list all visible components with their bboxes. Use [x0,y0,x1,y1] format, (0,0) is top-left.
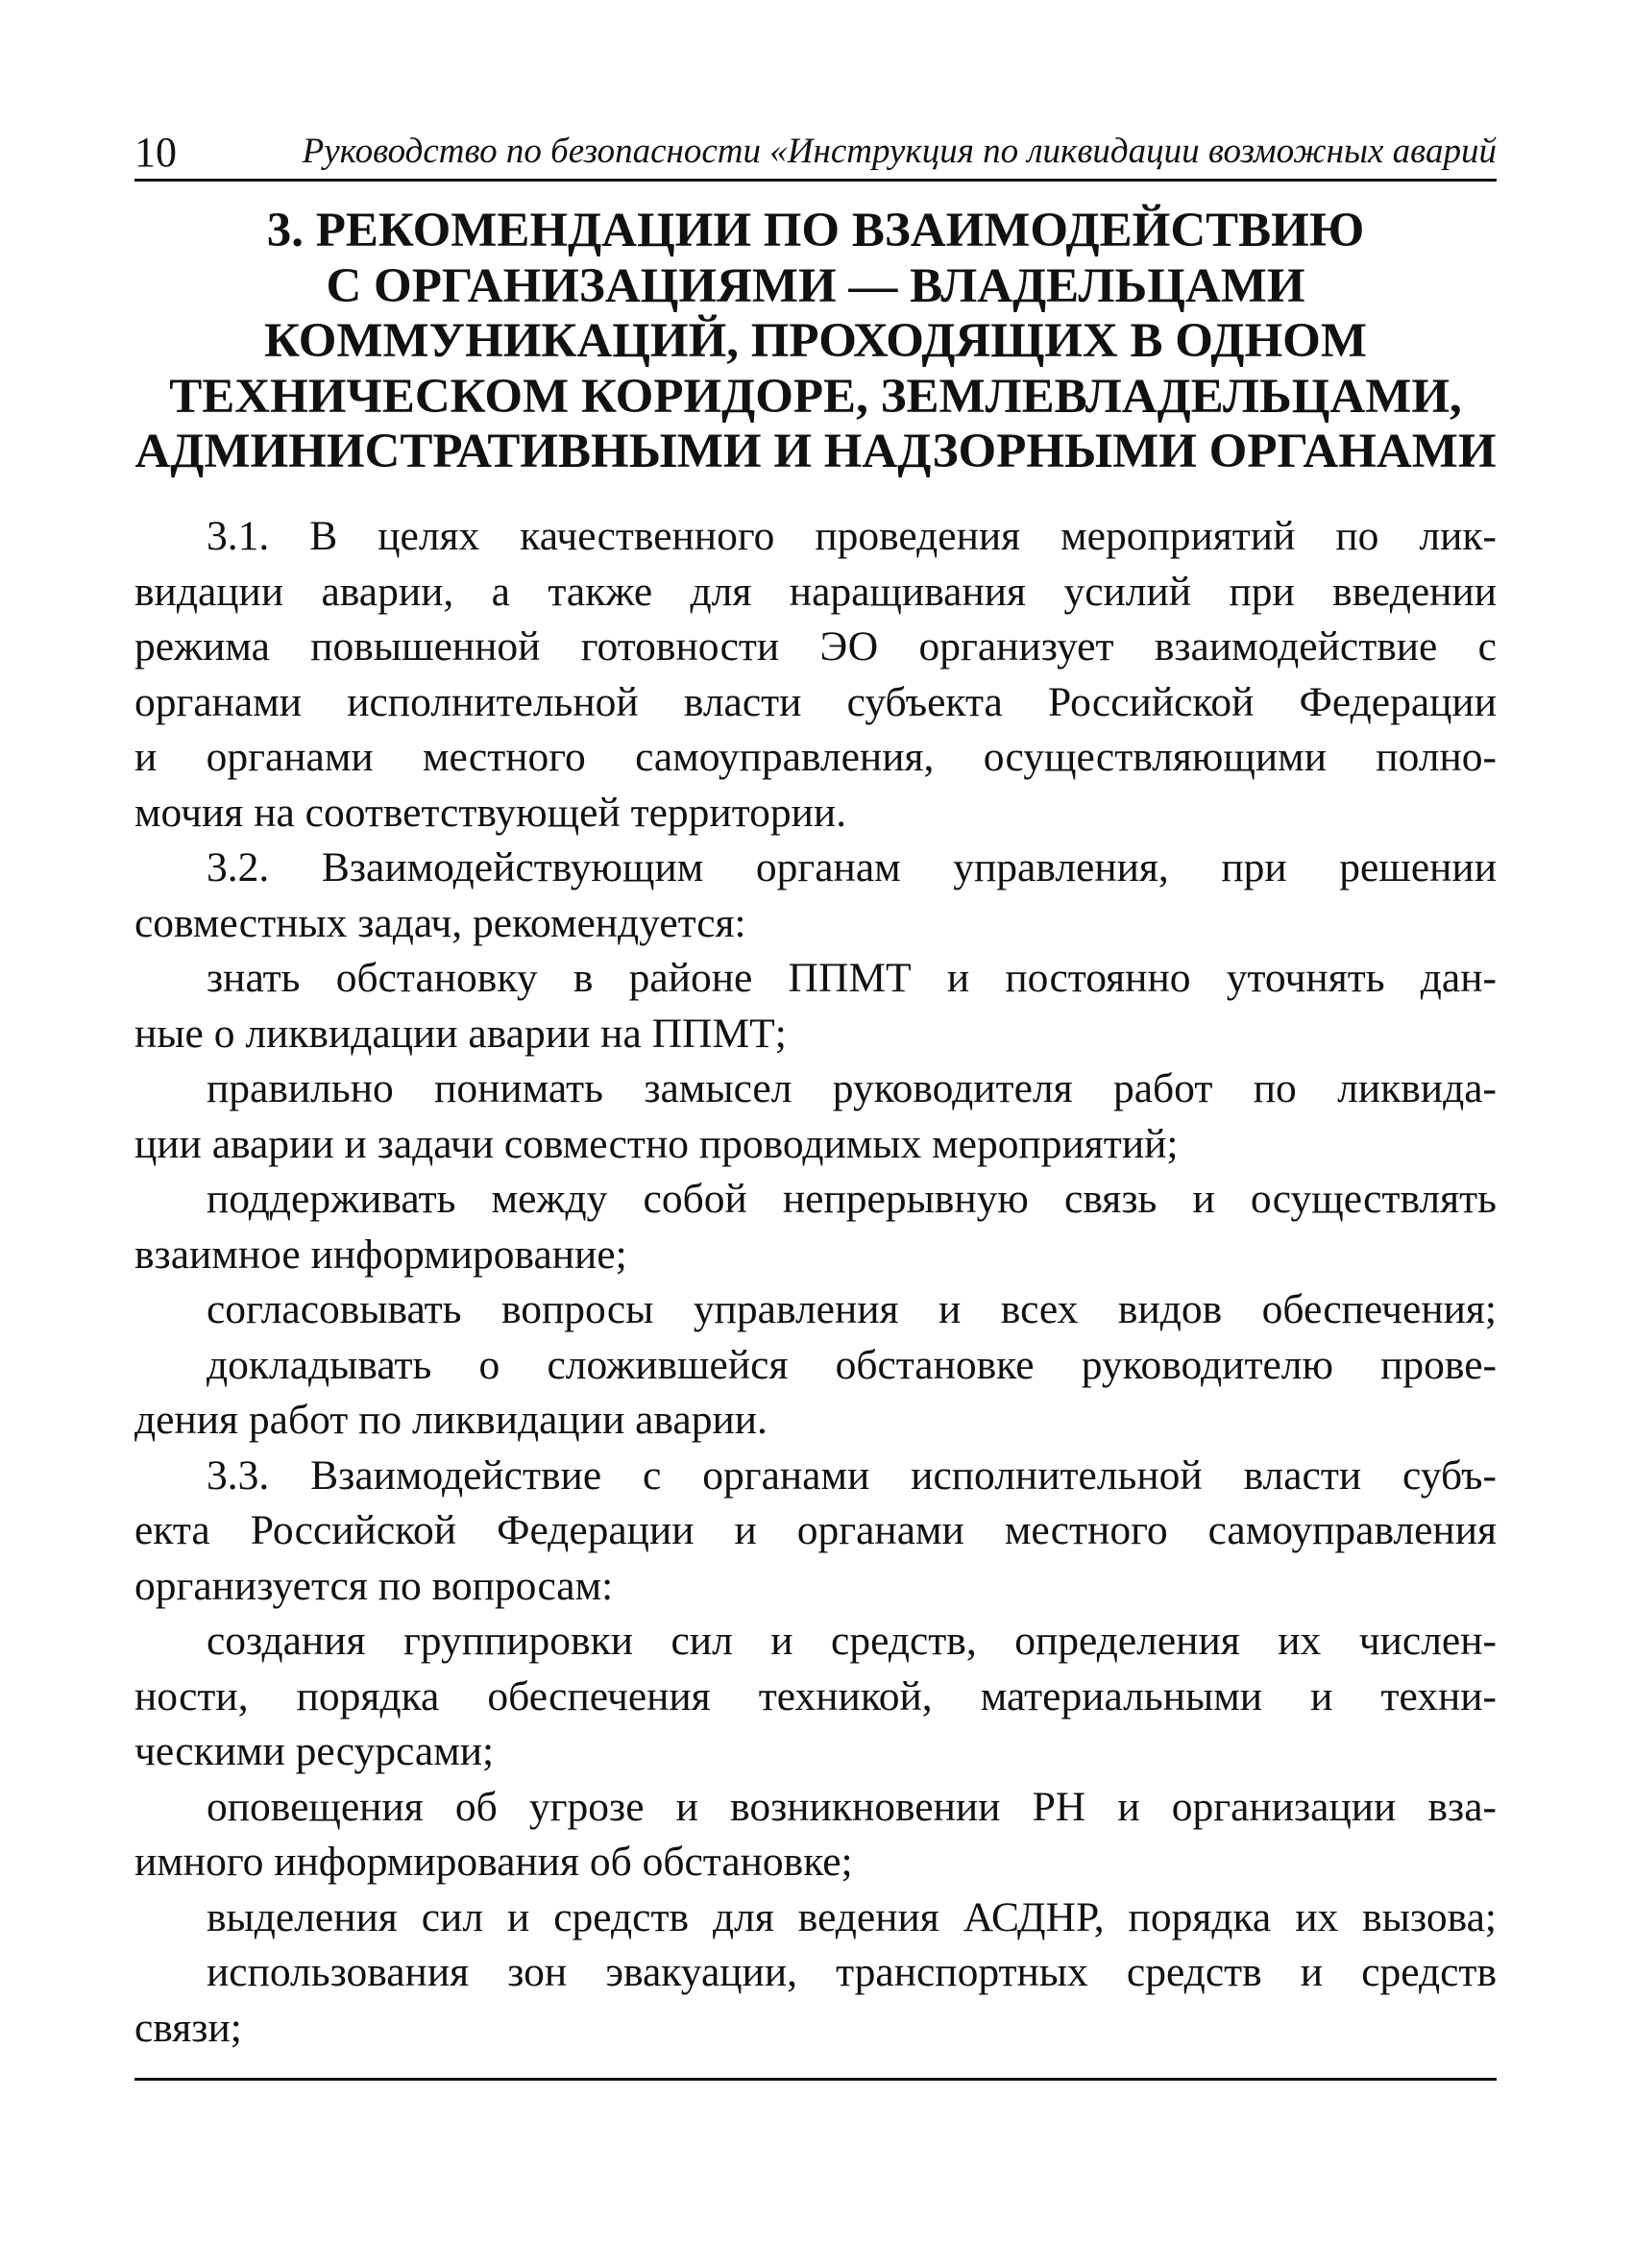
text-line: докладывать о сложившейся обстановке руководителю прове- [207,1341,1497,1388]
list-item-situation [134,951,1497,1061]
section-title-line: АДМИНИСТРАТИВНЫМИ И НАДЗОРНЫМИ ОРГАНАМИ [134,425,1497,478]
text-line: правильно понимать замысел руководителя работ по ликвида- [207,1065,1497,1111]
page-number: 10 [134,129,177,176]
page-header [134,117,1497,182]
text-line: ности, порядка обеспечения техникой, материальными и техни- [134,1672,1497,1719]
text-line: знать обстановку в районе ППМТ и постоянно уточнять дан- [207,955,1497,1001]
running-title: Руководство по безопасности «Инструкция по ликвидации возможных аварий [302,132,1497,171]
list-item-reporting [134,1338,1497,1449]
text-line: взаимное информирование; [134,1231,627,1278]
section-title-line: ТЕХНИЧЕСКОМ КОРИДОРЕ, ЗЕМЛЕВЛАДЕЛЬЦАМИ, [169,369,1462,424]
text-line: ные о ликвидации аварии на ППМТ; [134,1010,787,1057]
paragraph-3-2 [134,841,1497,951]
body-text [134,509,1497,2056]
text-line: и органами местного самоуправления, осуществляющими полно- [134,734,1497,780]
text-line: создания группировки сил и средств, определения их числен- [207,1618,1497,1664]
text-line: режима повышенной готовности ЭО организует взаимодействие с [134,623,1497,670]
section-title-line: КОММУНИКАЦИЙ, ПРОХОДЯЩИХ В ОДНОМ [264,314,1367,368]
text-line: ческими ресурсами; [134,1728,495,1774]
text-line: выделения сил и средств для ведения АСДНР, порядка их вызова; [207,1893,1497,1940]
text-line: организуется по вопросам: [134,1562,614,1609]
list-item-coordination [134,1282,1497,1338]
text-line: согласовывать вопросы управления и всех видов обеспечения; [207,1286,1497,1332]
list-item-communication [134,1172,1497,1282]
text-line: органами исполнительной власти субъекта Российской Федерации [134,678,1497,725]
paragraph-3-1 [134,509,1497,841]
text-line: совместных задач, рекомендуется: [134,899,746,946]
text-line: использования зон эвакуации, транспортных средств и средств [207,1949,1497,1995]
text-line: связи; [134,2004,242,2051]
list-item-evacuation [134,1945,1497,2056]
text-line: имного информирования об обстановке; [134,1839,853,1885]
footer-divider [134,2078,1497,2081]
text-line: поддерживать между собой непрерывную связь и осуществлять [207,1176,1497,1222]
text-line: мочия на соответствующей территории. [134,789,847,836]
text-line: 3.2. Взаимодействующим органам управления, при решении [207,844,1497,890]
list-item-notification [134,1780,1497,1890]
text-line: 3.1. В целях качественного проведения мероприятий по лик- [207,513,1497,559]
list-item-understanding [134,1061,1497,1172]
section-title-line: С ОРГАНИЗАЦИЯМИ — ВЛАДЕЛЬЦАМИ [326,258,1305,313]
text-line: екта Российской Федерации и органами местного самоуправления [134,1507,1497,1553]
list-item-forces [134,1614,1497,1780]
text-line: оповещения об угрозе и возникновении РН и организации вза- [207,1783,1497,1830]
list-item-allocation [134,1890,1497,1946]
text-line: 3.3. Взаимодействие с органами исполнительной власти субъ- [207,1451,1497,1499]
section-title-line: 3. РЕКОМЕНДАЦИИ ПО ВЗАИМОДЕЙСТВИЮ [266,204,1365,257]
paragraph-3-3 [134,1449,1497,1615]
section-title [134,204,1497,480]
text-line: ции аварии и задачи совместно проводимых мероприятий; [134,1120,1179,1167]
text-line: дения работ по ликвидации аварии. [134,1397,768,1443]
text-line: видации аварии, а также для наращивания усилий при введении [134,568,1497,615]
